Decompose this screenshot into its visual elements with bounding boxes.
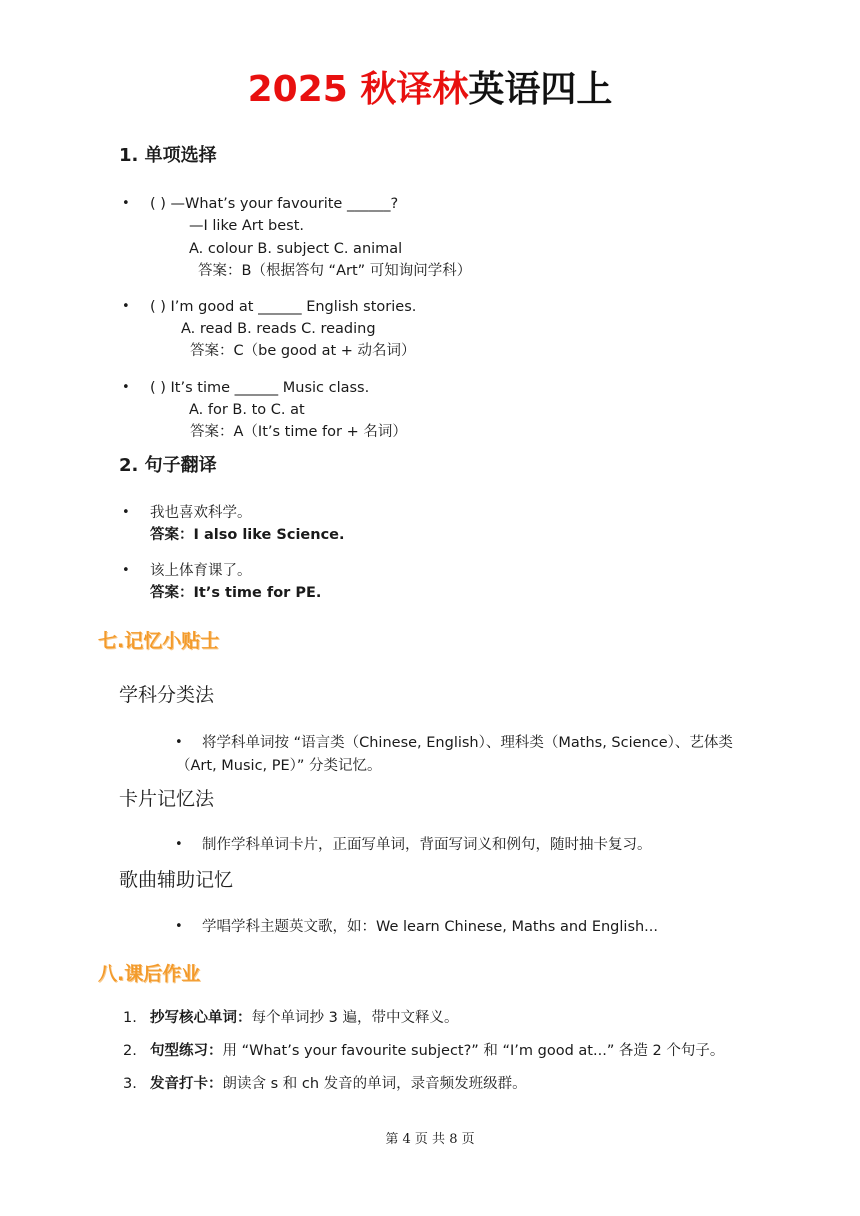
homework-2-number: 2. [123, 1043, 137, 1059]
q2-answer: 答案：C（be good at + 动名词） [190, 343, 416, 359]
page-footer: 第 4 页 共 8 页 [385, 1132, 475, 1147]
q1-line1: ( ) —What’s your favourite ______? [150, 196, 399, 212]
translate-1-answer: 答案：I also like Science. [150, 527, 345, 543]
bullet: • [175, 919, 183, 934]
homework-3-number: 3. [123, 1076, 137, 1092]
bullet: • [175, 837, 183, 852]
homework-1-number: 1. [123, 1010, 137, 1026]
bullet: • [175, 735, 183, 750]
page-title [0, 66, 860, 114]
q3-answer: 答案：A（It’s time for + 名词） [190, 424, 407, 440]
q3-line1: ( ) It’s time ______ Music class. [150, 380, 370, 396]
q1-answer: 答案：B（根据答句 “Art” 可知询问学科） [198, 263, 472, 279]
translate-1-question: 我也喜欢科学。 [150, 505, 252, 521]
homework-2 [150, 1041, 724, 1061]
homework-2-text: 用 “What’s your favourite subject?” 和 “I’m good at...” 各造 2 个句子。 [222, 1043, 725, 1059]
homework-3-text: 朗读含 s 和 ch 发音的单词，录音频发班级群。 [222, 1076, 527, 1092]
memory-3-line1: 学唱学科主题英文歌，如：We learn Chinese, Maths and English... [202, 919, 659, 935]
memory-3-title: 歌曲辅助记忆 [119, 869, 234, 891]
q2-line2: A. read B. reads C. reading [181, 321, 376, 337]
homework-3-label: 发音打卡： [150, 1076, 223, 1092]
memory-2-line1: 制作学科单词卡片，正面写单词，背面写词义和例句，随时抽卡复习。 [202, 837, 652, 853]
section-8-heading: 八.课后作业 [98, 963, 201, 985]
homework-1-text: 每个单词抄 3 遍，带中文释义。 [251, 1010, 459, 1026]
memory-1-title: 学科分类法 [119, 684, 215, 706]
bullet: • [122, 380, 130, 395]
homework-3 [150, 1074, 527, 1094]
title-black: 英语四上 [468, 69, 613, 110]
translate-2-question: 该上体育课了。 [150, 563, 252, 579]
q1-line3: A. colour B. subject C. animal [189, 241, 403, 257]
homework-1-label: 抄写核心单词： [150, 1010, 252, 1026]
q1-line2: —I like Art best. [189, 218, 305, 234]
bullet: • [122, 563, 130, 578]
bullet: • [122, 196, 130, 211]
q2-line1: ( ) I’m good at ______ English stories. [150, 299, 417, 315]
memory-2-title: 卡片记忆法 [119, 788, 215, 810]
homework-2-label: 句型练习： [150, 1043, 223, 1059]
section-1-heading: 1. 单项选择 [119, 145, 217, 166]
title-red: 2025 秋译林 [247, 69, 469, 110]
section-7-heading: 七.记忆小贴士 [98, 630, 220, 652]
memory-1-line1: 将学科单词按 “语言类（Chinese, English）、理科类（Maths, Science）、艺体类 [202, 735, 733, 751]
translate-2-answer: 答案：It’s time for PE. [150, 585, 322, 601]
section-2-heading: 2. 句子翻译 [119, 455, 217, 476]
bullet: • [122, 505, 130, 520]
memory-1-line2: （Art, Music, PE）” 分类记忆。 [176, 758, 382, 774]
bullet: • [122, 299, 130, 314]
q3-line2: A. for B. to C. at [189, 402, 305, 418]
homework-1 [150, 1008, 458, 1028]
